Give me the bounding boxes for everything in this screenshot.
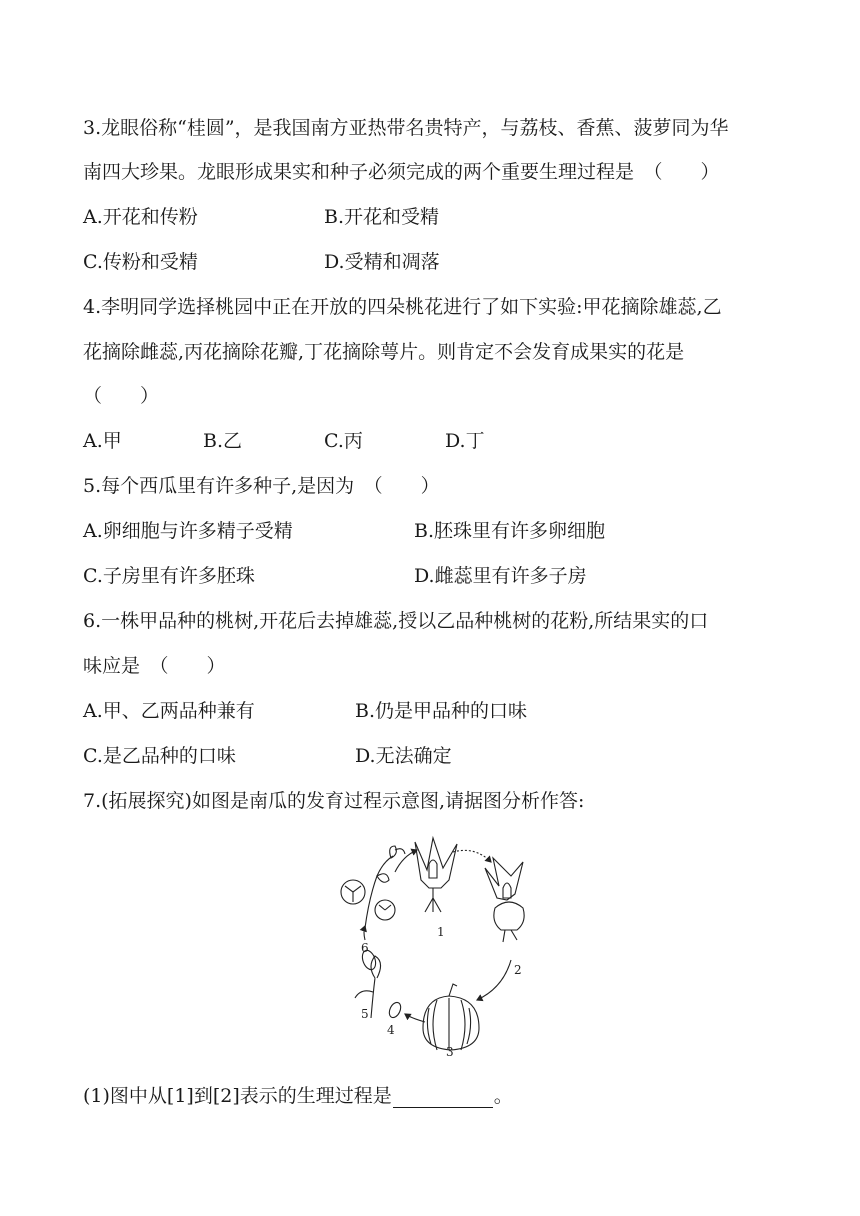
stage-4-seed	[387, 1001, 403, 1020]
stage-6-vine	[341, 846, 405, 928]
q5-option-a[interactable]: A.卵细胞与许多精子受精	[83, 520, 293, 542]
stage-1-flower	[415, 838, 457, 912]
label-6: 6	[361, 941, 369, 955]
q6-option-d[interactable]: D.无法确定	[355, 745, 452, 767]
q3-option-c[interactable]: C.传粉和受精	[83, 251, 198, 273]
q4-line-2: 花摘除雌蕊,丙花摘除花瓣,丁花摘除萼片。则肯定不会发育成果实的花是	[83, 341, 685, 363]
label-1: 1	[437, 925, 445, 939]
q4-line-3: （ ）	[83, 385, 160, 407]
q3-option-a[interactable]: A.开花和传粉	[83, 206, 198, 228]
q3-option-b[interactable]: B.开花和受精	[324, 206, 440, 228]
pumpkin-cycle-figure	[325, 828, 555, 1064]
q7-sub-1-suffix: 。	[493, 1085, 513, 1107]
q3-option-d[interactable]: D.受精和凋落	[324, 251, 440, 273]
answer-blank[interactable]	[393, 1087, 493, 1108]
q3-line-2: 南四大珍果。龙眼形成果实和种子必须完成的两个重要生理过程是 （ ）	[83, 161, 720, 183]
q5-option-c[interactable]: C.子房里有许多胚珠	[83, 565, 255, 587]
q4-line-1: 4.李明同学选择桃园中正在开放的四朵桃花进行了如下实验:甲花摘除雄蕊,乙	[83, 296, 722, 318]
q6-line-2: 味应是 （ ）	[83, 655, 226, 677]
label-4: 4	[387, 1023, 395, 1037]
q4-option-c[interactable]: C.丙	[324, 430, 363, 452]
label-2: 2	[514, 963, 522, 977]
q7-sub-1	[83, 1084, 513, 1108]
q4-option-a[interactable]: A.甲	[83, 430, 122, 452]
q5-option-b[interactable]: B.胚珠里有许多卵细胞	[414, 520, 606, 542]
q6-line-1: 6.一株甲品种的桃树,开花后去掉雄蕊,授以乙品种桃树的花粉,所结果实的口	[83, 610, 709, 632]
q7-sub-1-prefix: (1)图中从[1]到[2]表示的生理过程是	[83, 1085, 392, 1107]
q7-line-1: 7.(拓展探究)如图是南瓜的发育过程示意图,请据图分析作答:	[83, 790, 585, 812]
label-3: 3	[446, 1045, 454, 1059]
q4-option-b[interactable]: B.乙	[203, 430, 243, 452]
q3-line-1: 3.龙眼俗称“桂圆”，是我国南方亚热带名贵特产，与荔枝、香蕉、菠萝同为华	[83, 117, 729, 139]
stage-3-pumpkin	[423, 984, 479, 1050]
q5-line-1: 5.每个西瓜里有许多种子,是因为 （ ）	[83, 475, 440, 497]
q4-option-d[interactable]: D.丁	[445, 430, 485, 452]
q6-option-b[interactable]: B.仍是甲品种的口味	[355, 700, 528, 722]
q6-option-c[interactable]: C.是乙品种的口味	[83, 745, 236, 767]
stage-2-pollinated-flower	[485, 858, 524, 942]
q5-option-d[interactable]: D.雌蕊里有许多子房	[414, 565, 587, 587]
q6-option-a[interactable]: A.甲、乙两品种兼有	[83, 700, 255, 722]
label-5: 5	[361, 1007, 369, 1021]
